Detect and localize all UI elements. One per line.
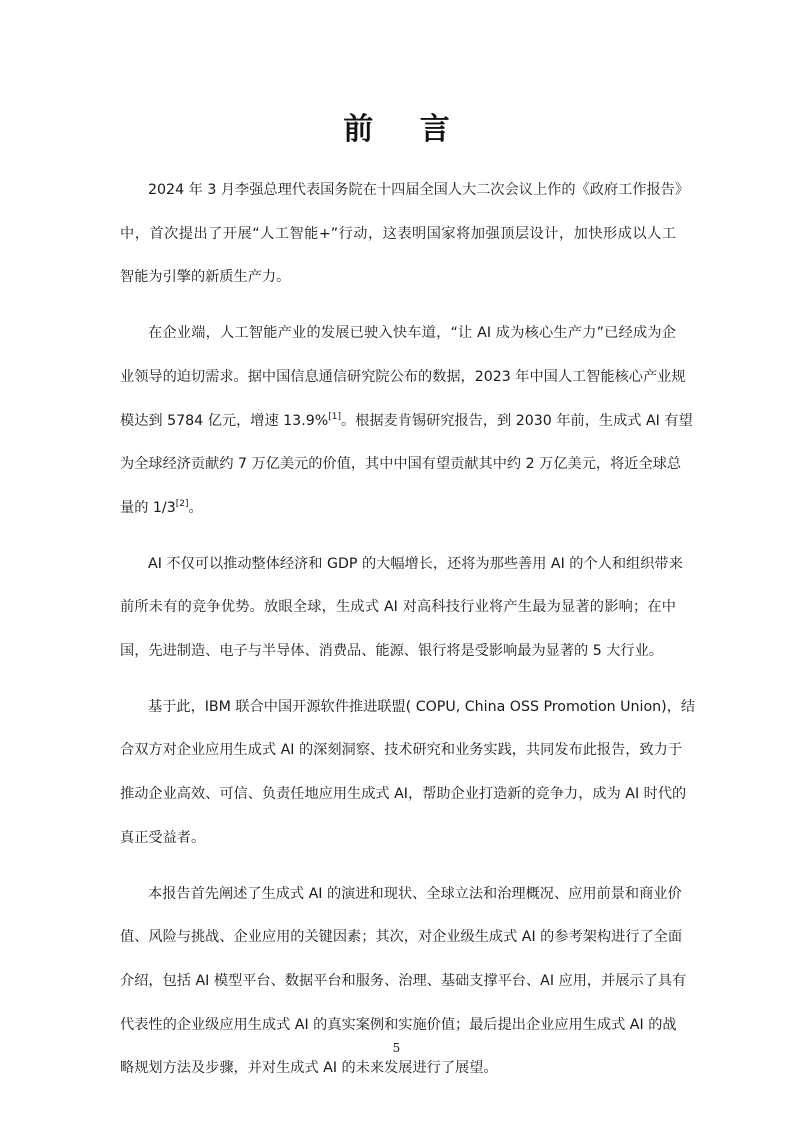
paragraph-line: 在企业端，人工智能产业的发展已驶入快车道，“让 AI 成为核心生产力”已经成为企 (148, 325, 676, 342)
paragraph-line: 真正受益者。 (120, 829, 206, 846)
paragraph-line: 略规划方法及步骤，并对生成式 AI 的未来发展进行了展望。 (120, 1060, 498, 1077)
paragraph-line: 2024 年 3 月李强总理代表国务院在十四届全国人大二次会议上作的《政府工作报告》 (148, 182, 690, 198)
preface-body (120, 169, 696, 1103)
paragraph-line: 合双方对企业应用生成式 AI 的深刻洞察、技术研究和业务实践，共同发布此报告，致力于 (120, 742, 683, 759)
paragraph-1 (120, 169, 690, 300)
paragraph-text: 模达到 5784 亿元，增速 13.9% (120, 412, 329, 429)
paragraph-line (120, 413, 693, 429)
paragraph-line: 基于此，IBM 联合中国开源软件推进联盟( COPU, China OSS Promotion Union)，结 (148, 698, 696, 715)
paragraph-line: 业领导的迫切需求。据中国信息通信研究院公布的数据，2023 年中国人工智能核心产业规 (120, 368, 686, 385)
paragraph-line: 前所未有的竞争优势。放眼全球，生成式 AI 对高科技行业将产生最为显著的影响；在中 (120, 599, 676, 616)
citation-1[interactable]: [1] (328, 411, 341, 422)
paragraph-text: 。 (188, 499, 203, 516)
paragraph-line: 中，首次提出了开展“人工智能+”行动，这表明国家将加强顶层设计，加快形成以人工 (120, 225, 676, 242)
paragraph-3 (120, 543, 683, 674)
paragraph-5 (120, 873, 687, 1092)
paragraph-4 (120, 686, 696, 861)
paragraph-text: 。根据麦肯锡研究报告，到 2030 年前，生成式 AI 有望 (340, 412, 693, 429)
page-title: 前 言 (343, 112, 468, 147)
page-number: 5 (392, 1041, 401, 1055)
paragraph-text: 量的 1/3 (120, 499, 176, 516)
citation-2[interactable]: [2] (175, 498, 189, 509)
paragraph-2 (120, 312, 693, 531)
paragraph-line: 智能为引擎的新质生产力。 (120, 269, 291, 286)
paragraph-line: 推动企业高效、可信、负责任地应用生成式 AI，帮助企业打造新的竞争力，成为 AI 时代的 (120, 786, 687, 803)
paragraph-line: 本报告首先阐述了生成式 AI 的演进和现状、全球立法和治理概况、应用前景和商业价 (148, 885, 682, 902)
paragraph-line: 值、风险与挑战、企业应用的关键因素；其次，对企业级生成式 AI 的参考架构进行了全面 (120, 929, 683, 946)
paragraph-line: 介绍，包括 AI 模型平台、数据平台和服务、治理、基础支撑平台、AI 应用，并展示了具有 (120, 972, 687, 989)
paragraph-line: AI 不仅可以推动整体经济和 GDP 的大幅增长，还将为那些善用 AI 的个人和组织带来 (148, 555, 683, 572)
paragraph-line (120, 500, 203, 516)
paragraph-line: 国，先进制造、电子与半导体、消费品、能源、银行将是受影响最为显著的 5 大行业。 (120, 643, 663, 660)
paragraph-line: 代表性的企业级应用生成式 AI 的真实案例和实施价值；最后提出企业应用生成式 AI 的战 (120, 1016, 677, 1033)
paragraph-line: 为全球经济贡献约 7 万亿美元的价值，其中中国有望贡献其中约 2 万亿美元，将近全球总 (120, 456, 682, 473)
